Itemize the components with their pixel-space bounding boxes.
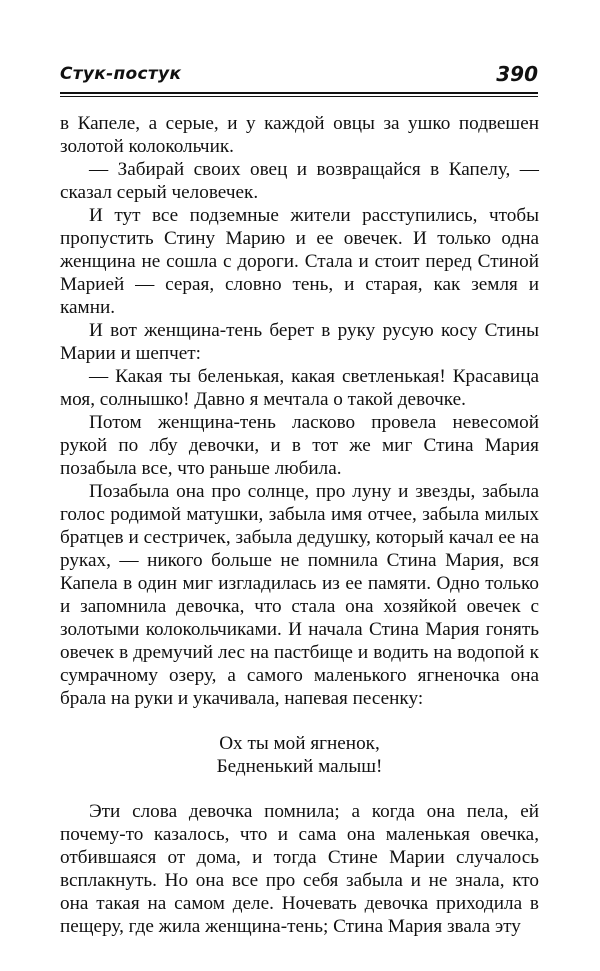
- paragraph-3: И тут все подземные жители расступились, чтобы пропустить Стину Марию и ее овечек. И только одна женщина не сошла с дороги. Стала и стоит перед Стиной Марией — серая, словно тень, и старая, как земля и камни.: [60, 205, 539, 318]
- paragraph-5: — Какая ты беленькая, какая светленькая! Красавица моя, солнышко! Давно я мечтала о такой девочке.: [60, 366, 539, 410]
- running-title: Стук-постук: [60, 64, 182, 84]
- paragraph-1: в Капеле, а серые, и у каждой овцы за ушко подвешен золотой колокольчик.: [60, 113, 539, 157]
- page-number: 390: [496, 62, 538, 86]
- paragraph-6: Потом женщина-тень ласково провела невесомой рукой по лбу девочки, и в тот же миг Стина Мария позабыла все, что раньше любила.: [60, 412, 539, 479]
- song-verse: [60, 732, 539, 778]
- paragraph-2: — Забирай своих овец и возвращайся в Капелу, — сказал серый человечек.: [60, 159, 539, 203]
- page-header: [60, 64, 538, 98]
- paragraph-8: Эти слова девочка помнила; а когда она пела, ей почему-то казалось, что и сама она маленькая овечка, отбившаяся от дома, и тогда Стине Марии случалось всплакнуть. Но она все про себя забыла и не знала, кто она такая на самом деле. Ночевать девочка приходила в пещеру, где жила женщина-тень; Стина Мария звала эту: [60, 801, 539, 937]
- header-rule: [60, 92, 538, 94]
- verse-line-1: Ох ты мой ягненок,: [219, 733, 380, 754]
- paragraph-4: И вот женщина-тень берет в руку русую косу Стины Марии и шепчет:: [60, 320, 539, 364]
- verse-line-2: Бедненький малыш!: [216, 756, 383, 777]
- paragraph-7: Позабыла она про солнце, про луну и звезды, забыла голос родимой матушки, забыла имя отчее, забыла милых братцев и сестричек, забыла дедушку, который качал ее на руках, — никого больше не помнила Стина Мария, вся Капела в один миг изгладилась из ее памяти. Одно только и запомнила девочка, что стала она хозяйкой овечек с золотыми колокольчиками. И начала Стина Мария гонять овечек в дремучий лес на пастбище и водить на водопой к сумрачному озеру, а самого маленького ягненочка она брала на руки и укачивала, напевая песенку:: [60, 481, 539, 709]
- body-text: [60, 112, 539, 938]
